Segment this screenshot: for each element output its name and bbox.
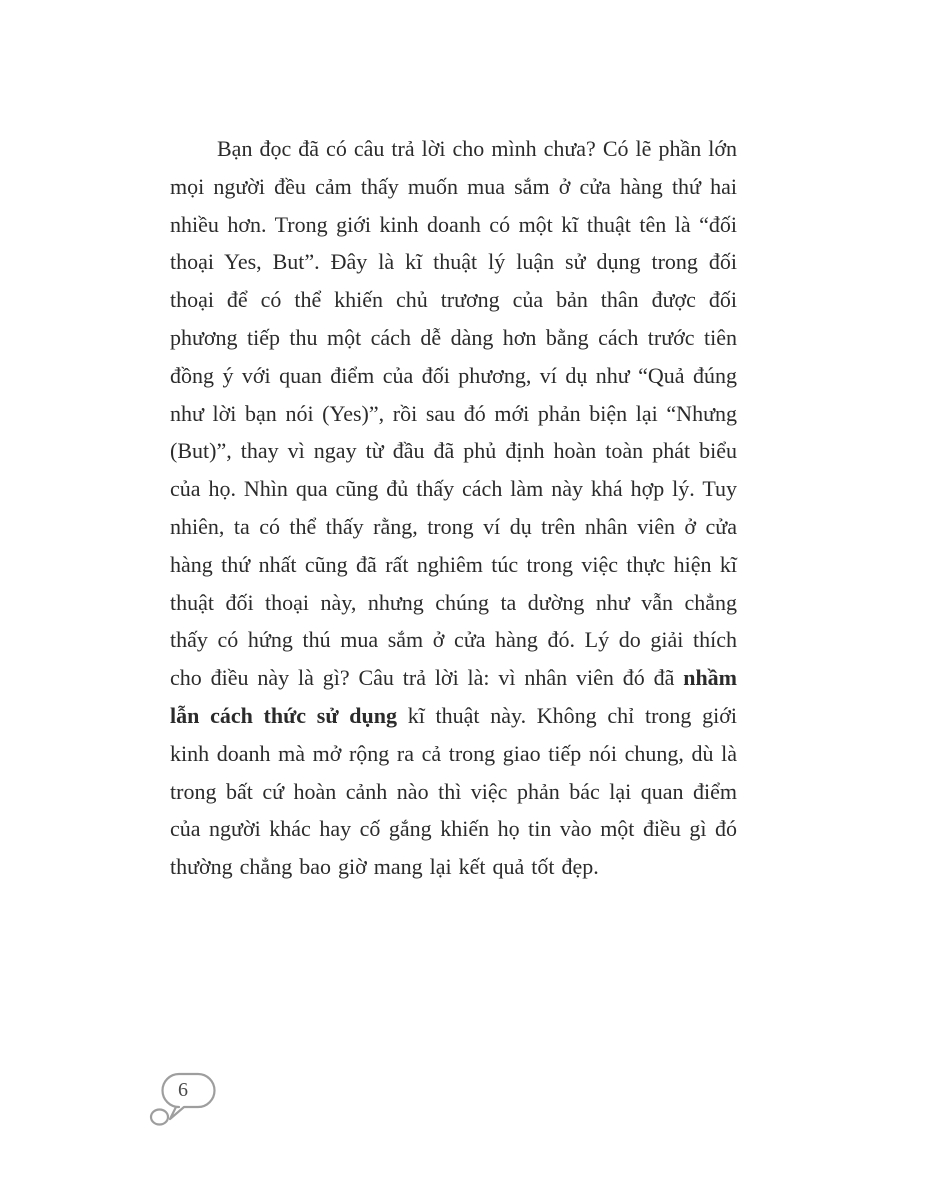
text-run: kĩ thuật này. Không chỉ trong giới kinh doanh mà mở rộng ra cả trong giao tiếp nói chung, dù là trong bất cứ hoàn cảnh nào thì việc phản bác lại quan điểm của người khác hay cố gắng khiến họ tin vào một điều gì đó thường chẳng bao giờ mang lại kết quả tốt đẹp. (170, 702, 737, 880)
page-number: 6 (178, 1079, 188, 1101)
text-run: Bạn đọc đã có câu trả lời cho mình chưa? Có lẽ phần lớn mọi người đều cảm thấy muốn mua sắm ở cửa hàng thứ hai nhiều hơn. Trong giới kinh doanh có một kĩ thuật tên là “đối thoại Yes, But”. Đây là kĩ thuật lý luận sử dụng trong đối thoại để có thể khiến chủ trương của bản thân được đối phương tiếp thu một cách dễ dàng hơn bằng cách trước tiên đồng ý với quan điểm của đối phương, ví dụ như “Quả đúng như lời bạn nói (Yes)”, rồi sau đó mới phản biện lại “Nhưng (But)”, thay vì ngay từ đầu đã phủ định hoàn toàn phát biểu của họ. Nhìn qua cũng đủ thấy cách làm này khá hợp lý. Tuy nhiên, ta có thể thấy rằng, trong ví dụ trên nhân viên ở cửa hàng thứ nhất cũng đã rất nghiêm túc trong việc thực hiện kĩ thuật đối thoại này, nhưng chúng ta dường như vẫn chẳng thấy có hứng thú mua sắm ở cửa hàng đó. Lý do giải thích cho điều này là gì? Câu trả lời là: vì nhân viên đó đã (170, 136, 737, 691)
body-paragraph (170, 130, 737, 886)
page-footer (148, 1070, 218, 1128)
bold-phrase: nhầm lẫn cách thức sử dụng (170, 665, 737, 728)
